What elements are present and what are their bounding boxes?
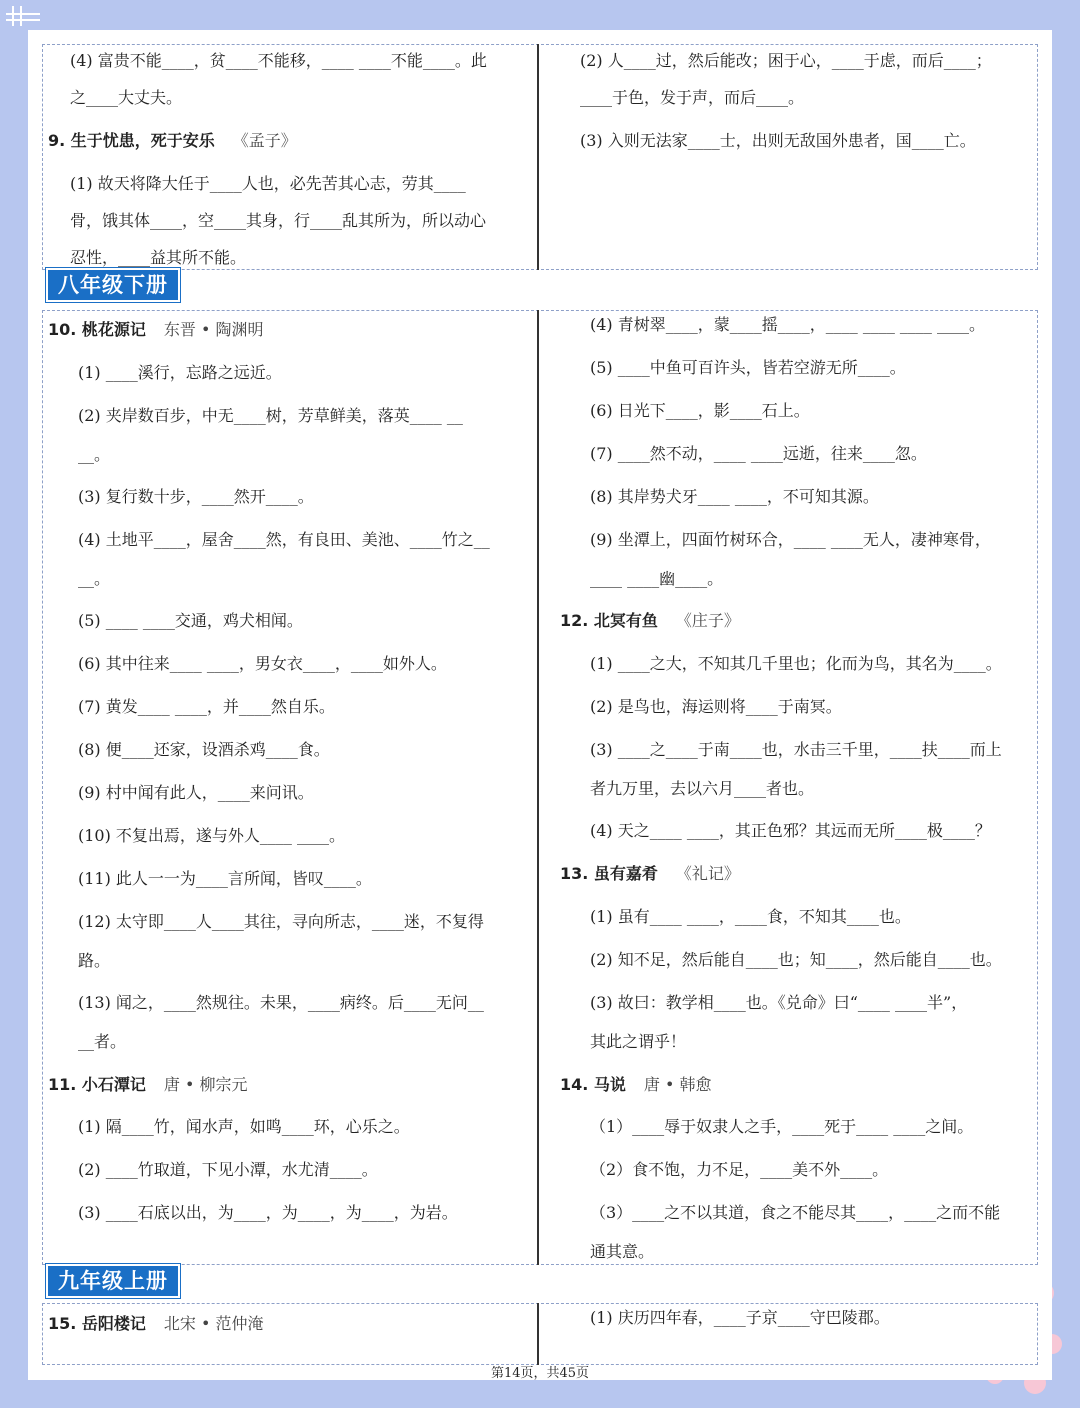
fill-blank-line: (1) 故天将降大任于____人也，必先苦其心志，劳其____ [70, 174, 466, 193]
block3-right-column [560, 1307, 1034, 1363]
lesson-title: 12. 北冥有鱼 [560, 611, 658, 630]
fill-blank-line: (13) 闻之，____然规往。未果，____病终。后____无问__ [78, 993, 484, 1012]
lesson-title: 9. 生于忧患，死于安乐 [48, 131, 215, 150]
section-title [560, 863, 740, 885]
fill-blank-line: (3) ____之____于南____也，水击三千里，____扶____而上 [590, 740, 1002, 759]
fill-blank-line: (9) 坐潭上，四面竹树环合，____ ____无人，凄神寒骨， [590, 530, 991, 549]
fill-blank-line: (7) ____然不动，____ ____远逝，往来____忽。 [590, 444, 927, 463]
block1-right-column [560, 48, 1034, 268]
fill-blank-line: (3) 故曰：教学相____也。《兑命》曰“____ ____半”， [590, 993, 968, 1012]
section-title [48, 1074, 248, 1096]
fill-blank-line: (2) 夹岸数百步，中无____树，芳草鲜美，落英____ __ [78, 406, 463, 425]
section-title [560, 1074, 712, 1096]
fill-blank-line: (12) 太守即____人____其往，寻向所志，____迷，不复得 [78, 912, 484, 931]
lesson-author: 《礼记》 [675, 864, 740, 883]
fill-blank-line: (4) 富贵不能____，贫____不能移，____ ____不能____。此 [70, 51, 487, 70]
fill-blank-line: 通其意。 [590, 1242, 655, 1261]
lesson-title: 10. 桃花源记 [48, 320, 146, 339]
block1-left-column [48, 48, 532, 268]
fill-blank-line: (8) 其岸势犬牙____ ____，不可知其源。 [590, 487, 879, 506]
fill-blank-line: (1) 虽有____ ____，____食，不知其____也。 [590, 907, 911, 926]
fill-blank-line: __。 [78, 569, 111, 588]
fill-blank-line: (1) ____之大，不知其几千里也；化而为鸟，其名为____。 [590, 654, 1002, 673]
fill-blank-line: __。 [78, 445, 111, 464]
fill-blank-line: (3) 入则无法家____士，出则无敌国外患者，国____亡。 [580, 131, 976, 150]
fill-blank-line: 其此之谓乎！ [590, 1032, 687, 1051]
section-heading-grade9-upper: 九年级上册 [46, 1264, 180, 1298]
fill-blank-line: (4) 青树翠____，蒙____摇____，____ ____ ____ ____。 [590, 315, 986, 334]
lesson-title: 14. 马说 [560, 1075, 626, 1094]
fill-blank-line: (1) 庆历四年春，____子京____守巴陵郡。 [590, 1308, 890, 1327]
lesson-author: 《孟子》 [232, 131, 297, 150]
lesson-author: 北宋 • 范仲淹 [163, 1314, 264, 1333]
fill-blank-line: (3) 复行数十步，____然开____。 [78, 487, 314, 506]
fill-blank-line: （3）____之不以其道，食之不能尽其____，____之而不能 [590, 1203, 1001, 1222]
section-title [560, 610, 740, 632]
corner-lines-decoration [6, 6, 40, 26]
section-title [48, 319, 264, 341]
fill-blank-line: (4) 土地平____，屋舍____然，有良田、美池、____竹之__ [78, 530, 490, 549]
fill-blank-line: 忍性，____益其所不能。 [70, 248, 247, 267]
block2-right-column [560, 314, 1034, 1262]
lesson-author: 唐 • 柳宗元 [163, 1075, 248, 1094]
lesson-title: 11. 小石潭记 [48, 1075, 146, 1094]
lesson-title: 15. 岳阳楼记 [48, 1314, 146, 1333]
fill-blank-line: ____于色，发于声，而后____。 [580, 88, 805, 107]
fill-blank-line: （2）食不饱，力不足，____美不外____。 [590, 1160, 889, 1179]
block3-left-column [48, 1307, 532, 1363]
lesson-author: 东晋 • 陶渊明 [163, 320, 264, 339]
fill-blank-line: （1）____辱于奴隶人之手，____死于____ ____之间。 [590, 1117, 974, 1136]
lesson-author: 唐 • 韩愈 [643, 1075, 712, 1094]
fill-blank-line: (6) 日光下____，影____石上。 [590, 401, 810, 420]
lesson-author: 《庄子》 [675, 611, 740, 630]
fill-blank-line: (9) 村中闻有此人，____来问讯。 [78, 783, 314, 802]
fill-blank-line: (5) ____ ____交通，鸡犬相闻。 [78, 611, 303, 630]
section-title [48, 130, 297, 152]
lesson-title: 13. 虽有嘉肴 [560, 864, 658, 883]
fill-blank-line: 骨，饿其体____，空____其身，行____乱其所为，所以动心 [70, 211, 487, 230]
fill-blank-line: (5) ____中鱼可百许头，皆若空游无所____。 [590, 358, 906, 377]
fill-blank-line: (8) 便____还家，设酒杀鸡____食。 [78, 740, 330, 759]
fill-blank-line: (2) 人____过，然后能改；困于心，____于虑，而后____； [580, 51, 992, 70]
fill-blank-line: 之____大丈夫。 [70, 88, 183, 107]
fill-blank-line: (2) 知不足，然后能自____也；知____，然后能自____也。 [590, 950, 1002, 969]
fill-blank-line: (10) 不复出焉，遂与外人____ ____。 [78, 826, 346, 845]
section-title [48, 1313, 264, 1335]
fill-blank-line: (11) 此人一一为____言所闻，皆叹____。 [78, 869, 372, 888]
fill-blank-line: (4) 天之____ ____，其正色邪？其远而无所____极____？ [590, 821, 991, 840]
fill-blank-line: ____ ____幽____。 [590, 569, 724, 588]
section-heading-grade8-lower: 八年级下册 [46, 268, 180, 302]
fill-blank-line: (2) ____竹取道，下见小潭，水尤清____。 [78, 1160, 378, 1179]
block2-left-column [48, 314, 532, 1262]
fill-blank-line: 者九万里，去以六月____者也。 [590, 779, 815, 798]
fill-blank-line: __者。 [78, 1032, 127, 1051]
fill-blank-line: (7) 黄发____ ____，并____然自乐。 [78, 697, 335, 716]
fill-blank-line: (1) 隔____竹，闻水声，如鸣____环，心乐之。 [78, 1117, 410, 1136]
fill-blank-line: (3) ____石底以出，为____，为____，为____，为岩。 [78, 1203, 458, 1222]
page-number: 第14页，共45页 [490, 1366, 590, 1381]
fill-blank-line: 路。 [78, 951, 111, 970]
fill-blank-line: (2) 是鸟也，海运则将____于南冥。 [590, 697, 842, 716]
fill-blank-line: (1) ____溪行，忘路之远近。 [78, 363, 282, 382]
fill-blank-line: (6) 其中往来____ ____，男女衣____，____如外人。 [78, 654, 447, 673]
